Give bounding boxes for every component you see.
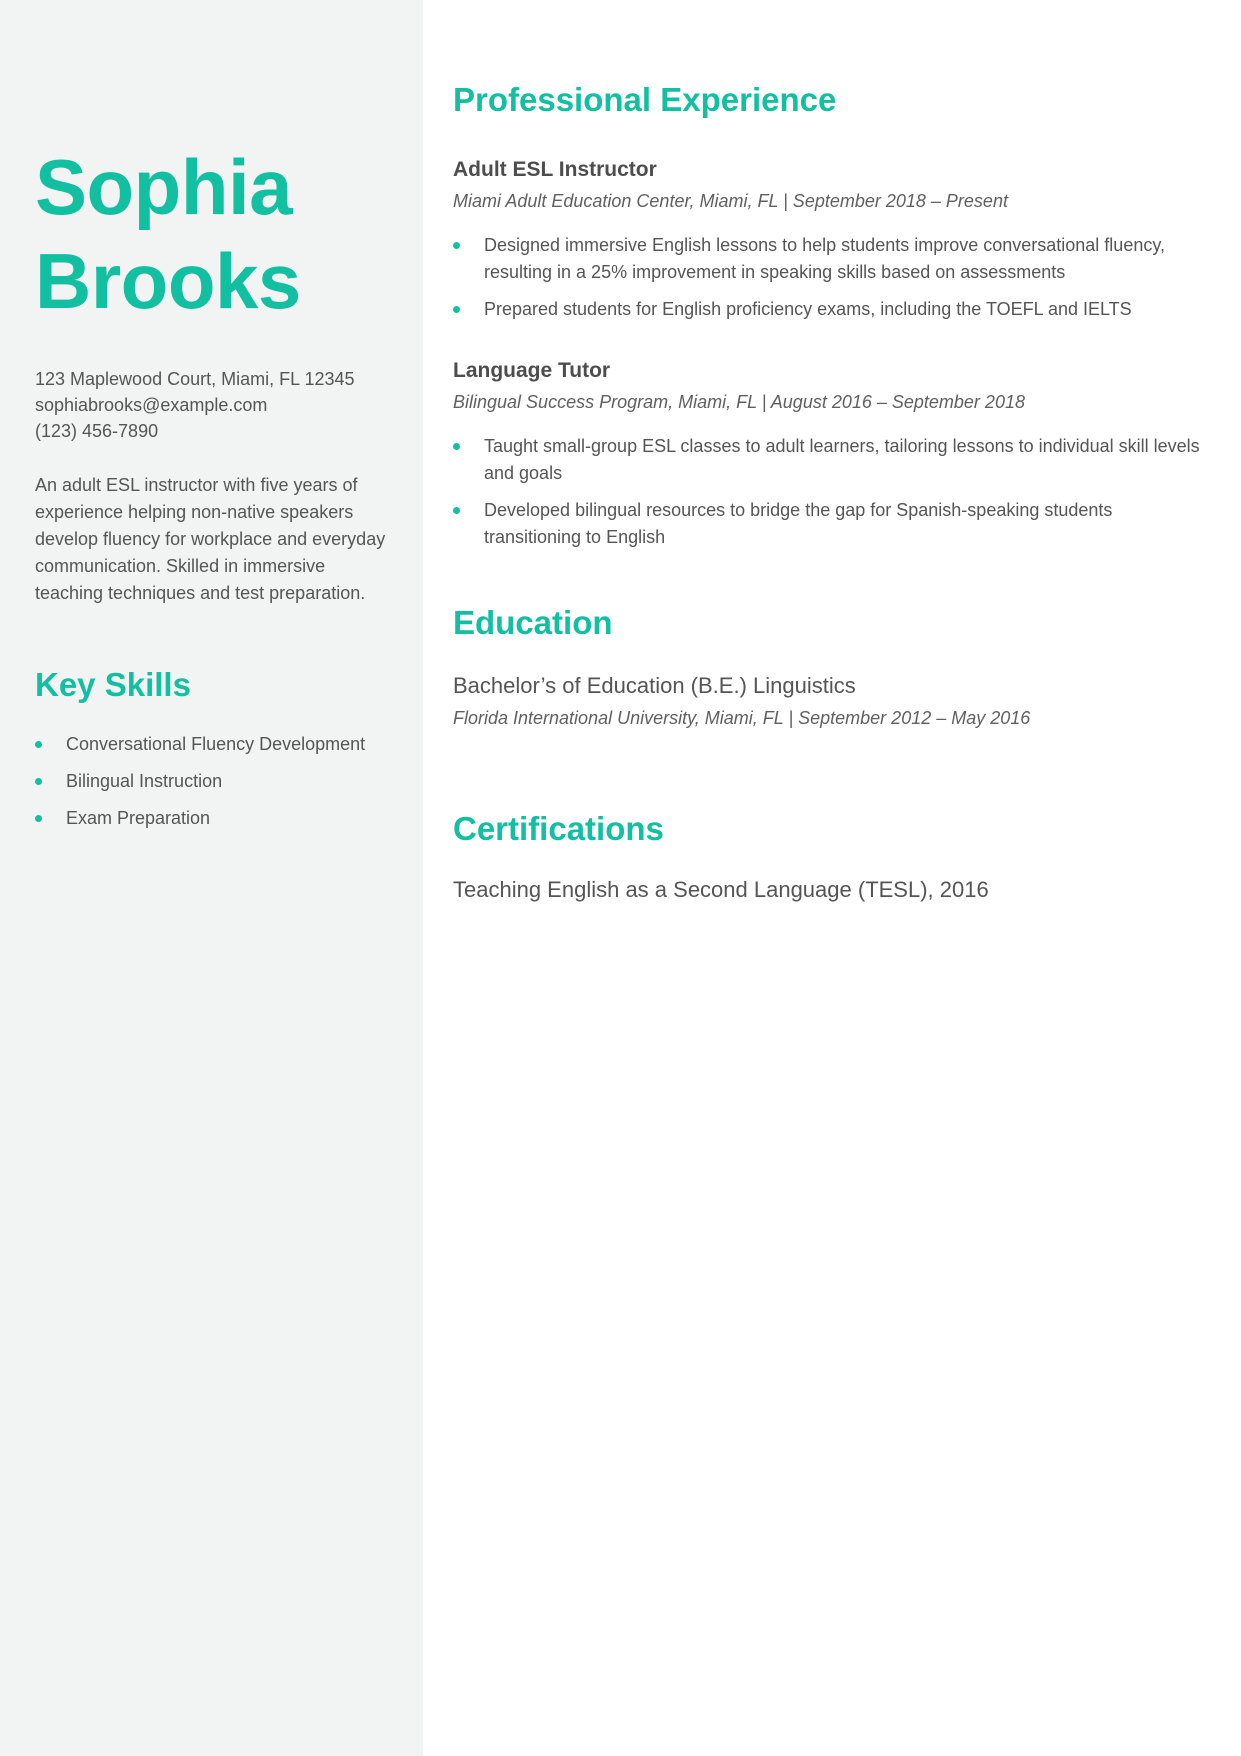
- job-title: Language Tutor: [453, 359, 611, 382]
- duty-text: Designed immersive English lessons to help students improve conversational fluency, resulting in a 25% improvement in speaking skills based on assessments: [484, 235, 1166, 282]
- skill-item: [35, 768, 393, 794]
- phone: (123) 456-7890: [35, 421, 159, 441]
- email: sophiabrooks@example.com: [35, 395, 268, 415]
- duty-text: Prepared students for English proficiency exams, including the TOEFL and IELTS: [484, 299, 1132, 319]
- duties-list: [453, 433, 1201, 551]
- certifications-section: [453, 807, 1201, 905]
- job-title: Adult ESL Instructor: [453, 158, 657, 181]
- candidate-name: [35, 140, 393, 328]
- skill-item: [35, 731, 393, 757]
- experience-heading: Professional Experience: [453, 81, 837, 118]
- job-meta: Bilingual Success Program, Miami, FL | August 2016 – September 2018: [453, 392, 1025, 412]
- education-section: [453, 601, 1201, 731]
- first-name: Sophia: [35, 143, 293, 231]
- education-meta: Florida International University, Miami, FL | September 2012 – May 2016: [453, 708, 1031, 728]
- profile-summary: An adult ESL instructor with five years of experience helping non-native speakers develop fluency for workplace and everyday communication. Skilled in immersive teaching techniques and test preparation.: [35, 475, 386, 603]
- experience-section: [453, 78, 1201, 551]
- skills-list: [35, 731, 393, 831]
- bullet-dot-icon: [35, 741, 42, 748]
- duty-item: [453, 232, 1201, 286]
- job-entry: [453, 357, 1201, 551]
- duties-list: [453, 232, 1201, 323]
- duty-item: [453, 433, 1201, 487]
- main-content: [423, 0, 1241, 1756]
- last-name: Brooks: [35, 237, 301, 325]
- duty-text: Developed bilingual resources to bridge the gap for Spanish-speaking students transitioning to English: [484, 500, 1113, 547]
- skill-label: Conversational Fluency Development: [66, 734, 366, 754]
- bullet-dot-icon: [453, 242, 460, 249]
- education-heading: Education: [453, 604, 613, 641]
- address: 123 Maplewood Court, Miami, FL 12345: [35, 369, 355, 389]
- skill-label: Exam Preparation: [66, 808, 211, 828]
- skills-heading: Key Skills: [35, 666, 191, 703]
- duty-text: Taught small-group ESL classes to adult learners, tailoring lessons to individual skill levels and goals: [484, 436, 1200, 483]
- certifications-heading: Certifications: [453, 810, 664, 847]
- bullet-dot-icon: [35, 815, 42, 822]
- skill-label: Bilingual Instruction: [66, 771, 223, 791]
- duty-item: [453, 497, 1201, 551]
- bullet-dot-icon: [453, 306, 460, 313]
- job-meta: Miami Adult Education Center, Miami, FL | September 2018 – Present: [453, 191, 1008, 211]
- bullet-dot-icon: [453, 443, 460, 450]
- bullet-dot-icon: [453, 507, 460, 514]
- contact-info: [35, 366, 393, 444]
- degree: Bachelor’s of Education (B.E.) Linguistics: [453, 673, 856, 698]
- duty-item: [453, 296, 1201, 323]
- sidebar: [0, 0, 423, 1756]
- skill-item: [35, 805, 393, 831]
- job-entry: [453, 156, 1201, 323]
- certification-item: Teaching English as a Second Language (TESL), 2016: [453, 877, 989, 902]
- bullet-dot-icon: [35, 778, 42, 785]
